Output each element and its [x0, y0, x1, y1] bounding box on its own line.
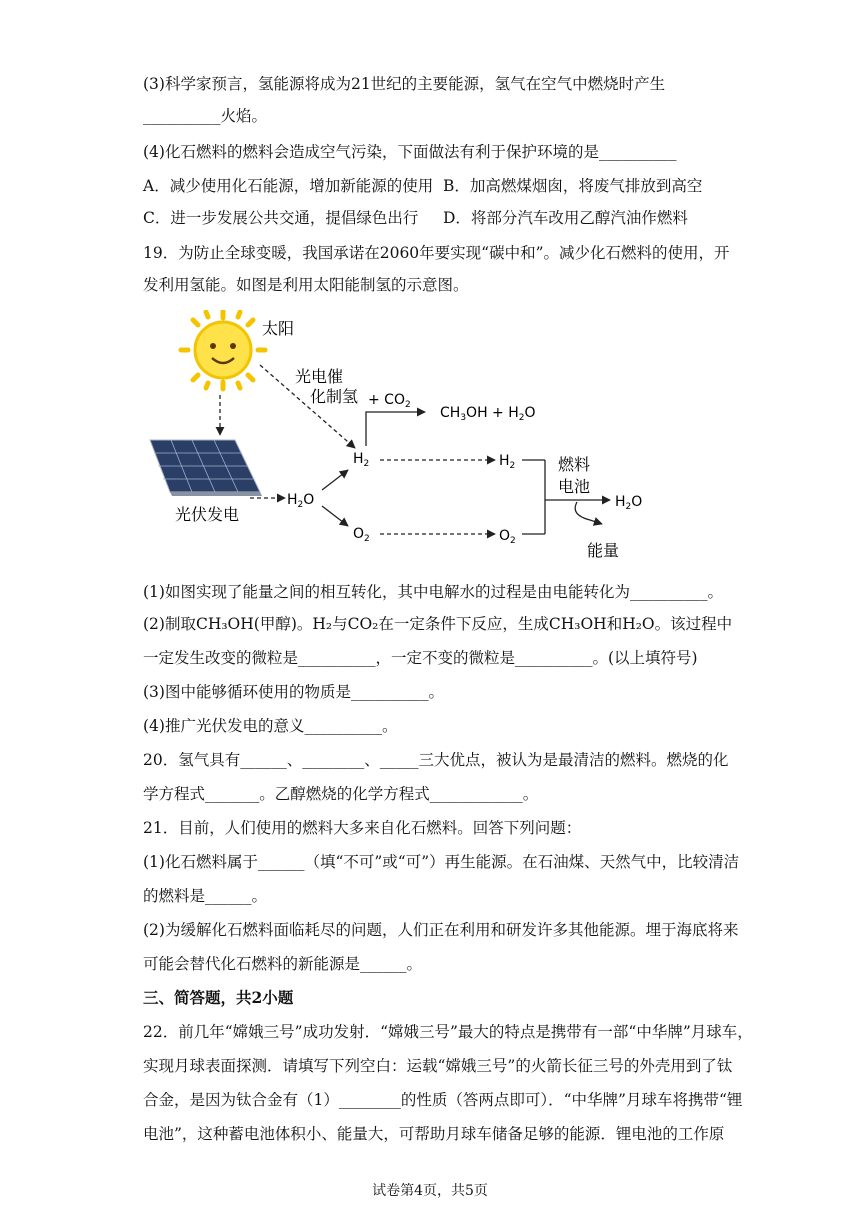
q20-line2: 学方程式_______。乙醇燃烧的化学方程式____________。 [143, 785, 539, 803]
photocatalysis-label-1: 光电催 [295, 367, 344, 386]
q18-part3-line2: __________火焰。 [143, 107, 268, 125]
q18-option-b: B．加高燃煤烟囱，将废气排放到高空 [443, 177, 703, 195]
q21-line2: (1)化石燃料属于______（填“不可”或“可”）再生能源。在石油煤、天然气中，比较清洁 [143, 853, 740, 871]
q21-line5: 可能会替代化石燃料的新能源是______。 [143, 955, 423, 973]
h2o-right: $H_2O$ [615, 494, 643, 512]
fuel-cell-label-2: 电池 [558, 477, 591, 496]
q19-part2-line2: 一定发生改变的微粒是__________，一定不变的微粒是__________。(以上填符号) [143, 649, 698, 667]
o2-right: $O_2$ [499, 528, 516, 546]
q18-part4: (4)化石燃料的燃料会造成空气污染，下面做法有利于保护环境的是__________ [143, 143, 677, 161]
q19-part2-line1: (2)制取CH₃OH(甲醇)。H₂与CO₂在一定条件下反应，生成CH₃OH和H₂O。该过程中 [143, 615, 733, 633]
pv-label: 光伏发电 [175, 505, 240, 524]
q22-line4: 电池”，这种蓄电池体积小、能量大，可帮助月球车储备足够的能源．锂电池的工作原 [143, 1125, 725, 1143]
h2o-left: $H_2O$ [287, 492, 315, 510]
q21-line3: 的燃料是______。 [143, 887, 268, 905]
q21-line4: (2)为缓解化石燃料面临耗尽的问题，人们正在利用和研发许多其他能源。埋于海底将来 [143, 921, 739, 939]
q18-option-d: D．将部分汽车改用乙醇汽油作燃料 [443, 209, 688, 227]
q19-part3: (3)图中能够循环使用的物质是__________。 [143, 683, 444, 701]
q20-line1: 20．氢气具有______、________、_____三大优点，被认为是最清洁的燃料。燃烧的化 [143, 751, 729, 769]
photocatalysis-label-2: 化制氢 [310, 387, 359, 406]
h2-left: $H_2$ [353, 451, 370, 469]
q19-part1: (1)如图实现了能量之间的相互转化，其中电解水的过程是由电能转化为__________。 [143, 583, 723, 601]
q22-line2: 实现月球表面探测．请填写下列空白：运载“嫦娥三号”的火箭长征三号的外壳用到了钛 [143, 1057, 733, 1075]
o2-left: $O_2$ [353, 526, 370, 544]
q18-option-a: A．减少使用化石能源，增加新能源的使用 [143, 177, 434, 195]
q18-option-c: C．进一步发展公共交通，提倡绿色出行 [143, 209, 419, 227]
methanol-water-product: $CH_3OH + H_2O$ [440, 405, 536, 423]
q19-stem-line2: 发利用氢能。如图是利用太阳能制氢的示意图。 [143, 276, 469, 294]
q18-part3-line1: (3)科学家预言，氢能源将成为21世纪的主要能源，氢气在空气中燃烧时产生 [143, 75, 666, 93]
energy-label: 能量 [587, 541, 620, 560]
solar-hydrogen-diagram [140, 310, 700, 570]
page-footer: 试卷第4页，共5页 [372, 1183, 488, 1199]
plus-co2-label: + $CO_2$ [368, 392, 411, 410]
sun-label: 太阳 [262, 319, 295, 338]
sun-icon [181, 311, 265, 389]
q19-part4: (4)推广光伏发电的意义__________。 [143, 717, 398, 735]
section-3-heading: 三、简答题，共2小题 [143, 988, 294, 1007]
fuel-cell-label-1: 燃料 [558, 455, 591, 474]
q22-line3: 合金，是因为钛合金有（1）________的性质（答两点即可）．“中华牌”月球车将携带“锂 [143, 1091, 743, 1109]
q22-line1: 22．前几年“嫦娥三号”成功发射．“嫦娥三号”最大的特点是携带有一部“中华牌”月球车， [143, 1023, 753, 1041]
q19-stem-line1: 19．为防止全球变暖，我国承诺在2060年要实现“碳中和”。减少化石燃料的使用，开 [143, 244, 730, 262]
solar-panel-icon [150, 440, 262, 496]
h2-right: $H_2$ [499, 453, 516, 471]
q21-line1: 21．目前，人们使用的燃料大多来自化石燃料。回答下列问题： [143, 819, 582, 837]
